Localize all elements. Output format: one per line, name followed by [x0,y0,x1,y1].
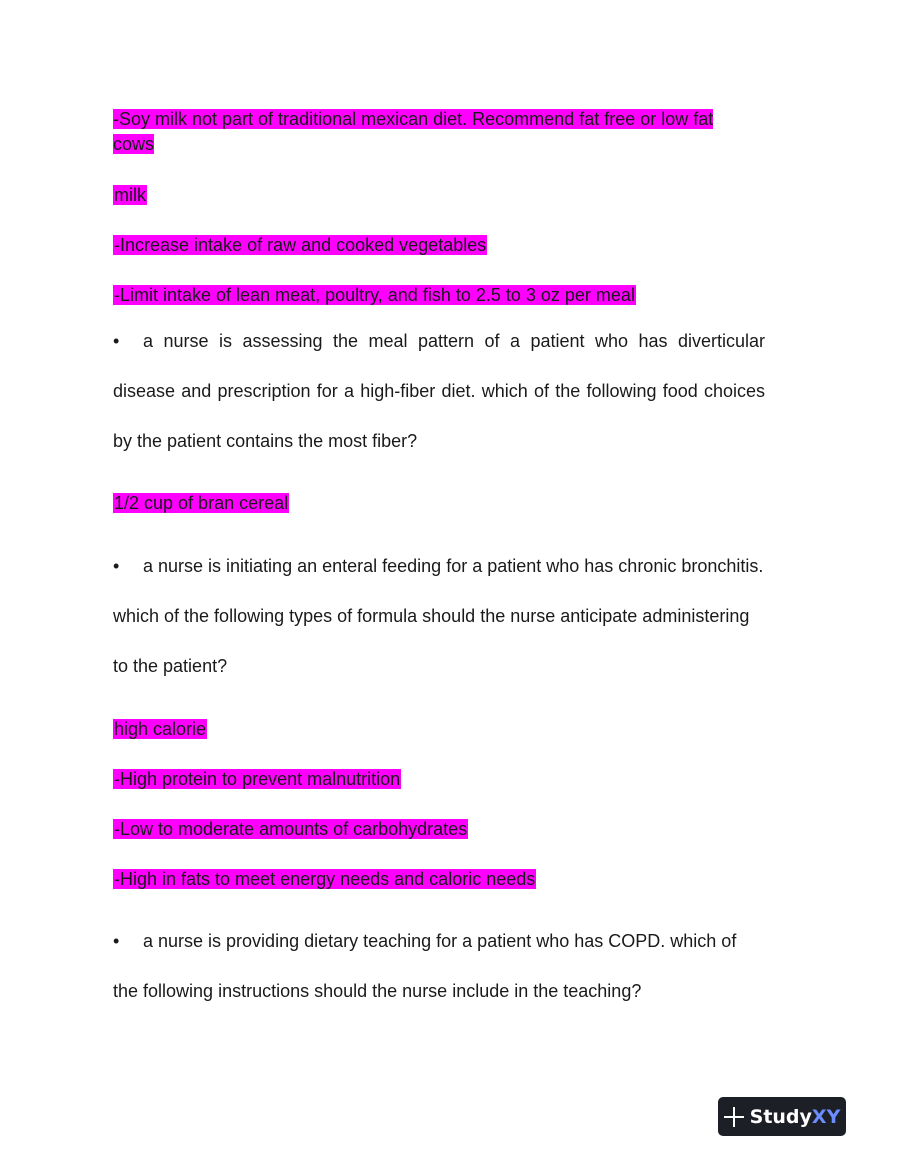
enteral-detail-protein: -High protein to prevent malnutrition [114,769,401,789]
bullet-fiber: • [113,331,120,351]
bullet-copd: • [113,931,120,951]
studyxy-logo[interactable] [718,1097,846,1136]
answer-soy-milk-line1: -Soy milk not part of traditional mexican diet. Recommend fat free or low fat [113,109,714,129]
answer-soy-milk-line2: cows [113,134,155,154]
answer-fiber: 1/2 cup of bran cereal [114,493,289,513]
logo-text-accent: XY [811,1105,841,1128]
bullet-enteral: • [113,556,120,576]
answer-vegetables-line [113,233,487,257]
question-copd-text: a nurse is providing dietary teaching for a patient who has COPD. which of the following instructions should the nurse include in the teaching? [113,931,737,1001]
question-copd [113,916,765,1016]
answer-fiber-line [113,491,289,515]
answer-lean-meat-line [113,283,636,307]
question-enteral-text: a nurse is initiating an enteral feeding for a patient who has chronic bronchitis. which of the following types of formula should the nurse anticipate administering to the patient? [113,556,764,676]
enteral-detail-line [113,817,468,841]
enteral-detail-carbohydrates: -Low to moderate amounts of carbohydrates [114,819,468,839]
enteral-detail-line [113,867,536,891]
answer-enteral: high calorie [114,719,207,739]
logo-text [750,1106,841,1128]
question-fiber-text: a nurse is assessing the meal pattern of a patient who has diverticular disease and prescription for a high-fiber diet. which of the following food choices by the patient contains the most fiber? [113,331,765,451]
plus-icon [724,1107,744,1127]
question-enteral [113,541,765,691]
answer-milk-line [113,183,147,207]
answer-enteral-line [113,717,207,741]
answer-vegetables: -Increase intake of raw and cooked vegetables [114,235,487,255]
logo-text-main: Study [749,1105,812,1128]
enteral-detail-fats: -High in fats to meet energy needs and caloric needs [114,869,536,889]
answer-soy-milk [113,107,753,157]
answer-lean-meat: -Limit intake of lean meat, poultry, and fish to 2.5 to 3 oz per meal [114,285,635,305]
enteral-detail-line [113,767,401,791]
question-fiber [113,316,765,466]
answer-milk: milk [114,185,146,205]
